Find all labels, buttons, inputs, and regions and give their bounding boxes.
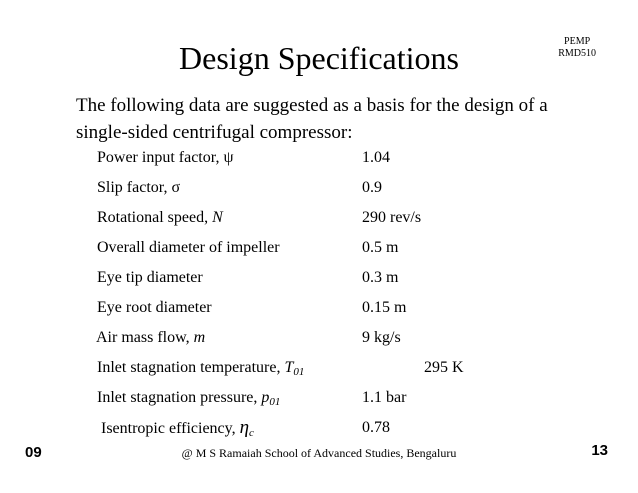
page-number: 13 <box>591 442 608 459</box>
spec-label: Power input factor, ψ <box>97 149 234 166</box>
spec-value: 9 kg/s <box>362 329 401 346</box>
spec-value: 290 rev/s <box>362 209 422 226</box>
spec-label: Rotational speed, N <box>97 209 223 226</box>
spec-value: 1.1 bar <box>362 389 407 406</box>
spec-label: Slip factor, σ <box>97 179 181 196</box>
footer-copyright: @ M S Ramaiah School of Advanced Studies, Bengaluru <box>181 446 457 460</box>
footer-section-number: 09 <box>25 444 42 461</box>
spec-label: Isentropic efficiency, $\eta_c$ <box>101 417 254 439</box>
spec-value: 0.78 <box>362 419 390 436</box>
course-tag-line1: PEMP <box>564 36 591 47</box>
spec-value: 295 K <box>424 359 464 376</box>
spec-label: Inlet stagnation pressure, $p_{01}$ <box>97 389 281 408</box>
spec-value: 0.3 m <box>362 269 399 286</box>
spec-label: Air mass flow, m <box>96 329 206 346</box>
spec-value: 0.5 m <box>362 239 399 256</box>
spec-value: 0.9 <box>362 179 382 196</box>
spec-value: 0.15 m <box>362 299 407 316</box>
course-tag-line2: RMD510 <box>558 48 596 59</box>
course-tag <box>558 36 596 60</box>
page-title: Design Specifications <box>179 40 459 76</box>
spec-label: Eye root diameter <box>97 299 212 316</box>
spec-label: Inlet stagnation temperature, $T_{01}$ <box>97 359 305 378</box>
intro-text: The following data are suggested as a basis for the design of a single-sided centrifugal compressor: <box>76 95 548 143</box>
spec-label: Overall diameter of impeller <box>97 239 280 256</box>
spec-value: 1.04 <box>362 149 390 166</box>
spec-label: Eye tip diameter <box>97 269 203 286</box>
